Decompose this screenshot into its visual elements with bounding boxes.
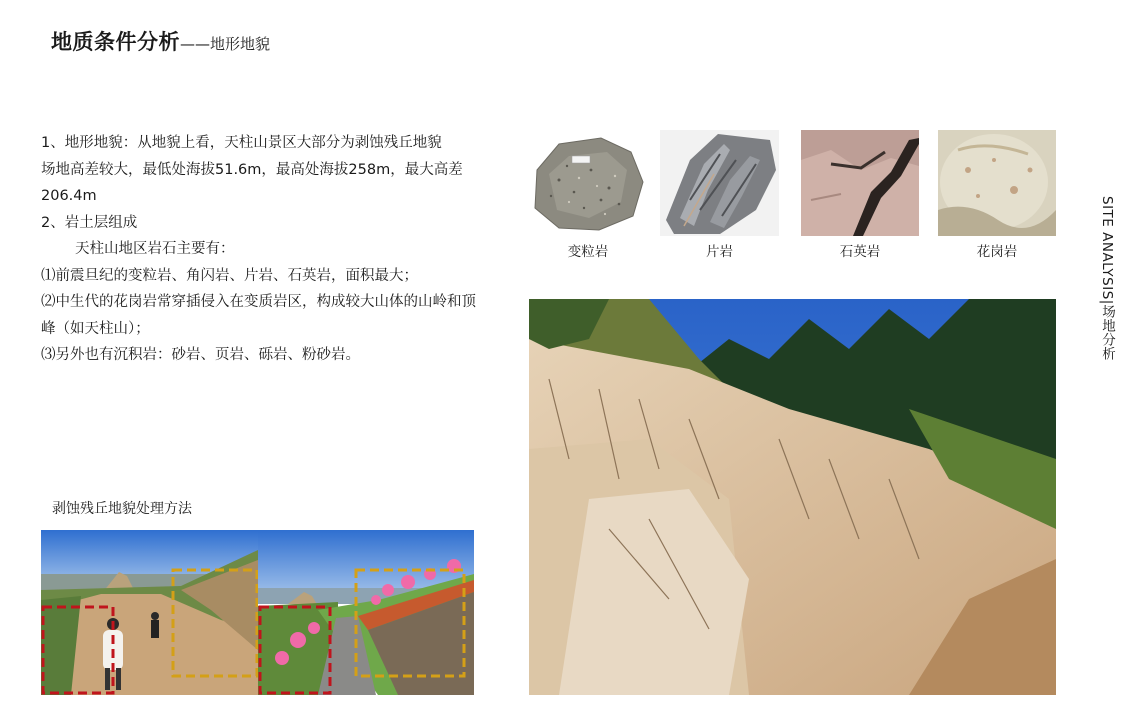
text-line: ⑴前震旦纪的变粒岩、角闪岩、片岩、石英岩，面积最大； (41, 267, 418, 284)
rock-label: 变粒岩 (567, 244, 609, 260)
rock-label: 花岗岩 (976, 244, 1018, 260)
text-line: ⑵中生代的花岗岩常穿插侵入在变质岩区，构成较大山体的山岭和顶峰（如天柱山）； (41, 294, 476, 337)
title-dash: —— (180, 35, 210, 53)
text-line: 2、岩土层组成 (41, 214, 138, 231)
rock-label: 片岩 (706, 244, 733, 260)
method-photo-after (258, 530, 474, 695)
title-subtitle: 地形地貌 (210, 35, 271, 53)
rock-label: 石英岩 (839, 244, 881, 260)
method-title: 剥蚀残丘地貌处理方法 (52, 501, 192, 517)
text-line: 场地高差较大，最低处海拔51.6m，最高处海拔258m，最大高差206.4m (41, 161, 463, 204)
site-analysis-label: SITE ANALYSIS|场地分析 (1099, 196, 1115, 361)
slope-photo (529, 299, 1056, 695)
text-line: 天柱山地区岩石主要有： (75, 241, 235, 257)
rock-photo-granulite (529, 130, 647, 236)
page-title (51, 26, 270, 56)
text-line: 1、地形地貌：从地貌上看，天柱山景区大部分为剥蚀残丘地貌 (41, 135, 442, 151)
rock-photo-granite (938, 130, 1056, 236)
analysis-text (41, 130, 486, 369)
method-photo-before (41, 530, 258, 695)
title-main: 地质条件分析 (51, 30, 180, 54)
text-line: ⑶另外也有沉积岩：砂岩、页岩、砾岩、粉砂岩。 (41, 347, 360, 363)
rock-photo-quartzite (801, 130, 919, 236)
rock-photo-schist (660, 130, 779, 236)
